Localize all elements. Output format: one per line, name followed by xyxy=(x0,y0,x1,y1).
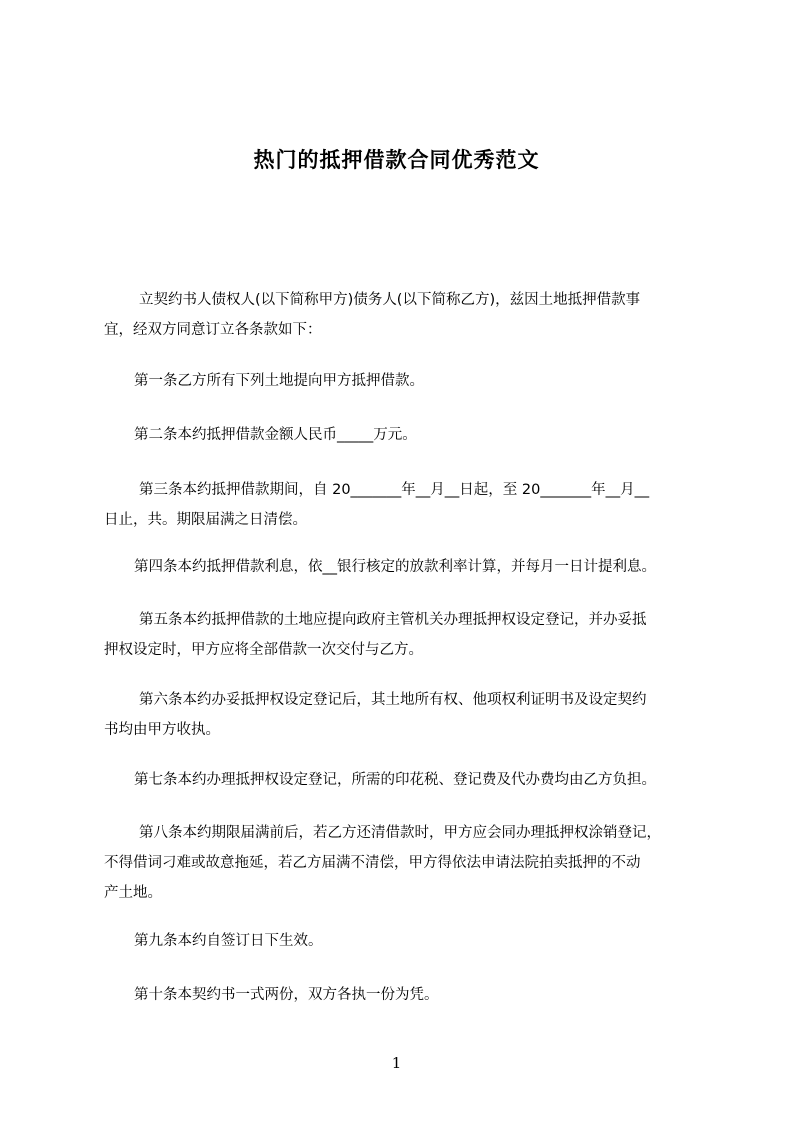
paragraph-preamble xyxy=(104,285,704,345)
paragraph-line: 第四条本约抵押借款利息，依__银行核定的放款利率计算，并每月一日计提利息。 xyxy=(134,559,656,575)
paragraph-line: 第六条本约办妥抵押权设定登记后，其土地所有权、他项权利证明书及设定契约 xyxy=(139,692,647,708)
paragraph-line: 第八条本约期限届满前后，若乙方还清借款时，甲方应会同办理抵押权涂销登记， xyxy=(139,825,661,841)
paragraph-line: 第五条本约抵押借款的土地应提向政府主管机关办理抵押权设定登记，并办妥抵 xyxy=(139,612,647,628)
paragraph-line: 不得借词刁难或故意拖延，若乙方届满不清偿，甲方得依法申请法院拍卖抵押的不动 xyxy=(104,855,641,871)
paragraph-line: 第九条本约自签订日下生效。 xyxy=(134,933,323,949)
document-title: 热门的抵押借款合同优秀范文 xyxy=(253,148,540,172)
paragraph-article-4 xyxy=(104,552,704,582)
paragraph-line: 第七条本约办理抵押权设定登记，所需的印花税、登记费及代办费均由乙方负担。 xyxy=(134,772,656,788)
paragraph-article-10 xyxy=(104,980,704,1010)
paragraph-article-3 xyxy=(104,475,704,535)
paragraph-line: 第十条本契约书一式两份，双方各执一份为凭。 xyxy=(134,987,439,1003)
paragraph-line: 宜，经双方同意订立各条款如下： xyxy=(104,322,322,338)
page-number: 1 xyxy=(391,1054,402,1072)
paragraph-line: 第二条本约抵押借款金额人民币_____万元。 xyxy=(134,427,417,443)
paragraph-line: 第一条乙方所有下列土地提向甲方抵押借款。 xyxy=(134,373,424,389)
paragraph-line: 立契约书人债权人(以下简称甲方)债务人(以下简称乙方)，兹因土地抵押借款事 xyxy=(139,292,641,308)
paragraph-line: 产土地。 xyxy=(104,885,162,901)
paragraph-article-5 xyxy=(104,605,704,665)
paragraph-line: 书均由甲方收执。 xyxy=(104,722,220,738)
paragraph-article-7 xyxy=(104,765,704,795)
paragraph-article-9 xyxy=(104,926,704,956)
paragraph-line: 日止，共。期限届满之日清偿。 xyxy=(104,512,307,528)
paragraph-article-8 xyxy=(104,818,704,908)
paragraph-article-1 xyxy=(104,366,704,396)
paragraph-article-2 xyxy=(104,420,704,450)
paragraph-line: 第三条本约抵押借款期间，自 20_______年__月__日起，至 20_______年__月__ xyxy=(139,482,650,498)
paragraph-article-6 xyxy=(104,685,704,745)
paragraph-line: 押权设定时，甲方应将全部借款一次交付与乙方。 xyxy=(104,642,423,658)
